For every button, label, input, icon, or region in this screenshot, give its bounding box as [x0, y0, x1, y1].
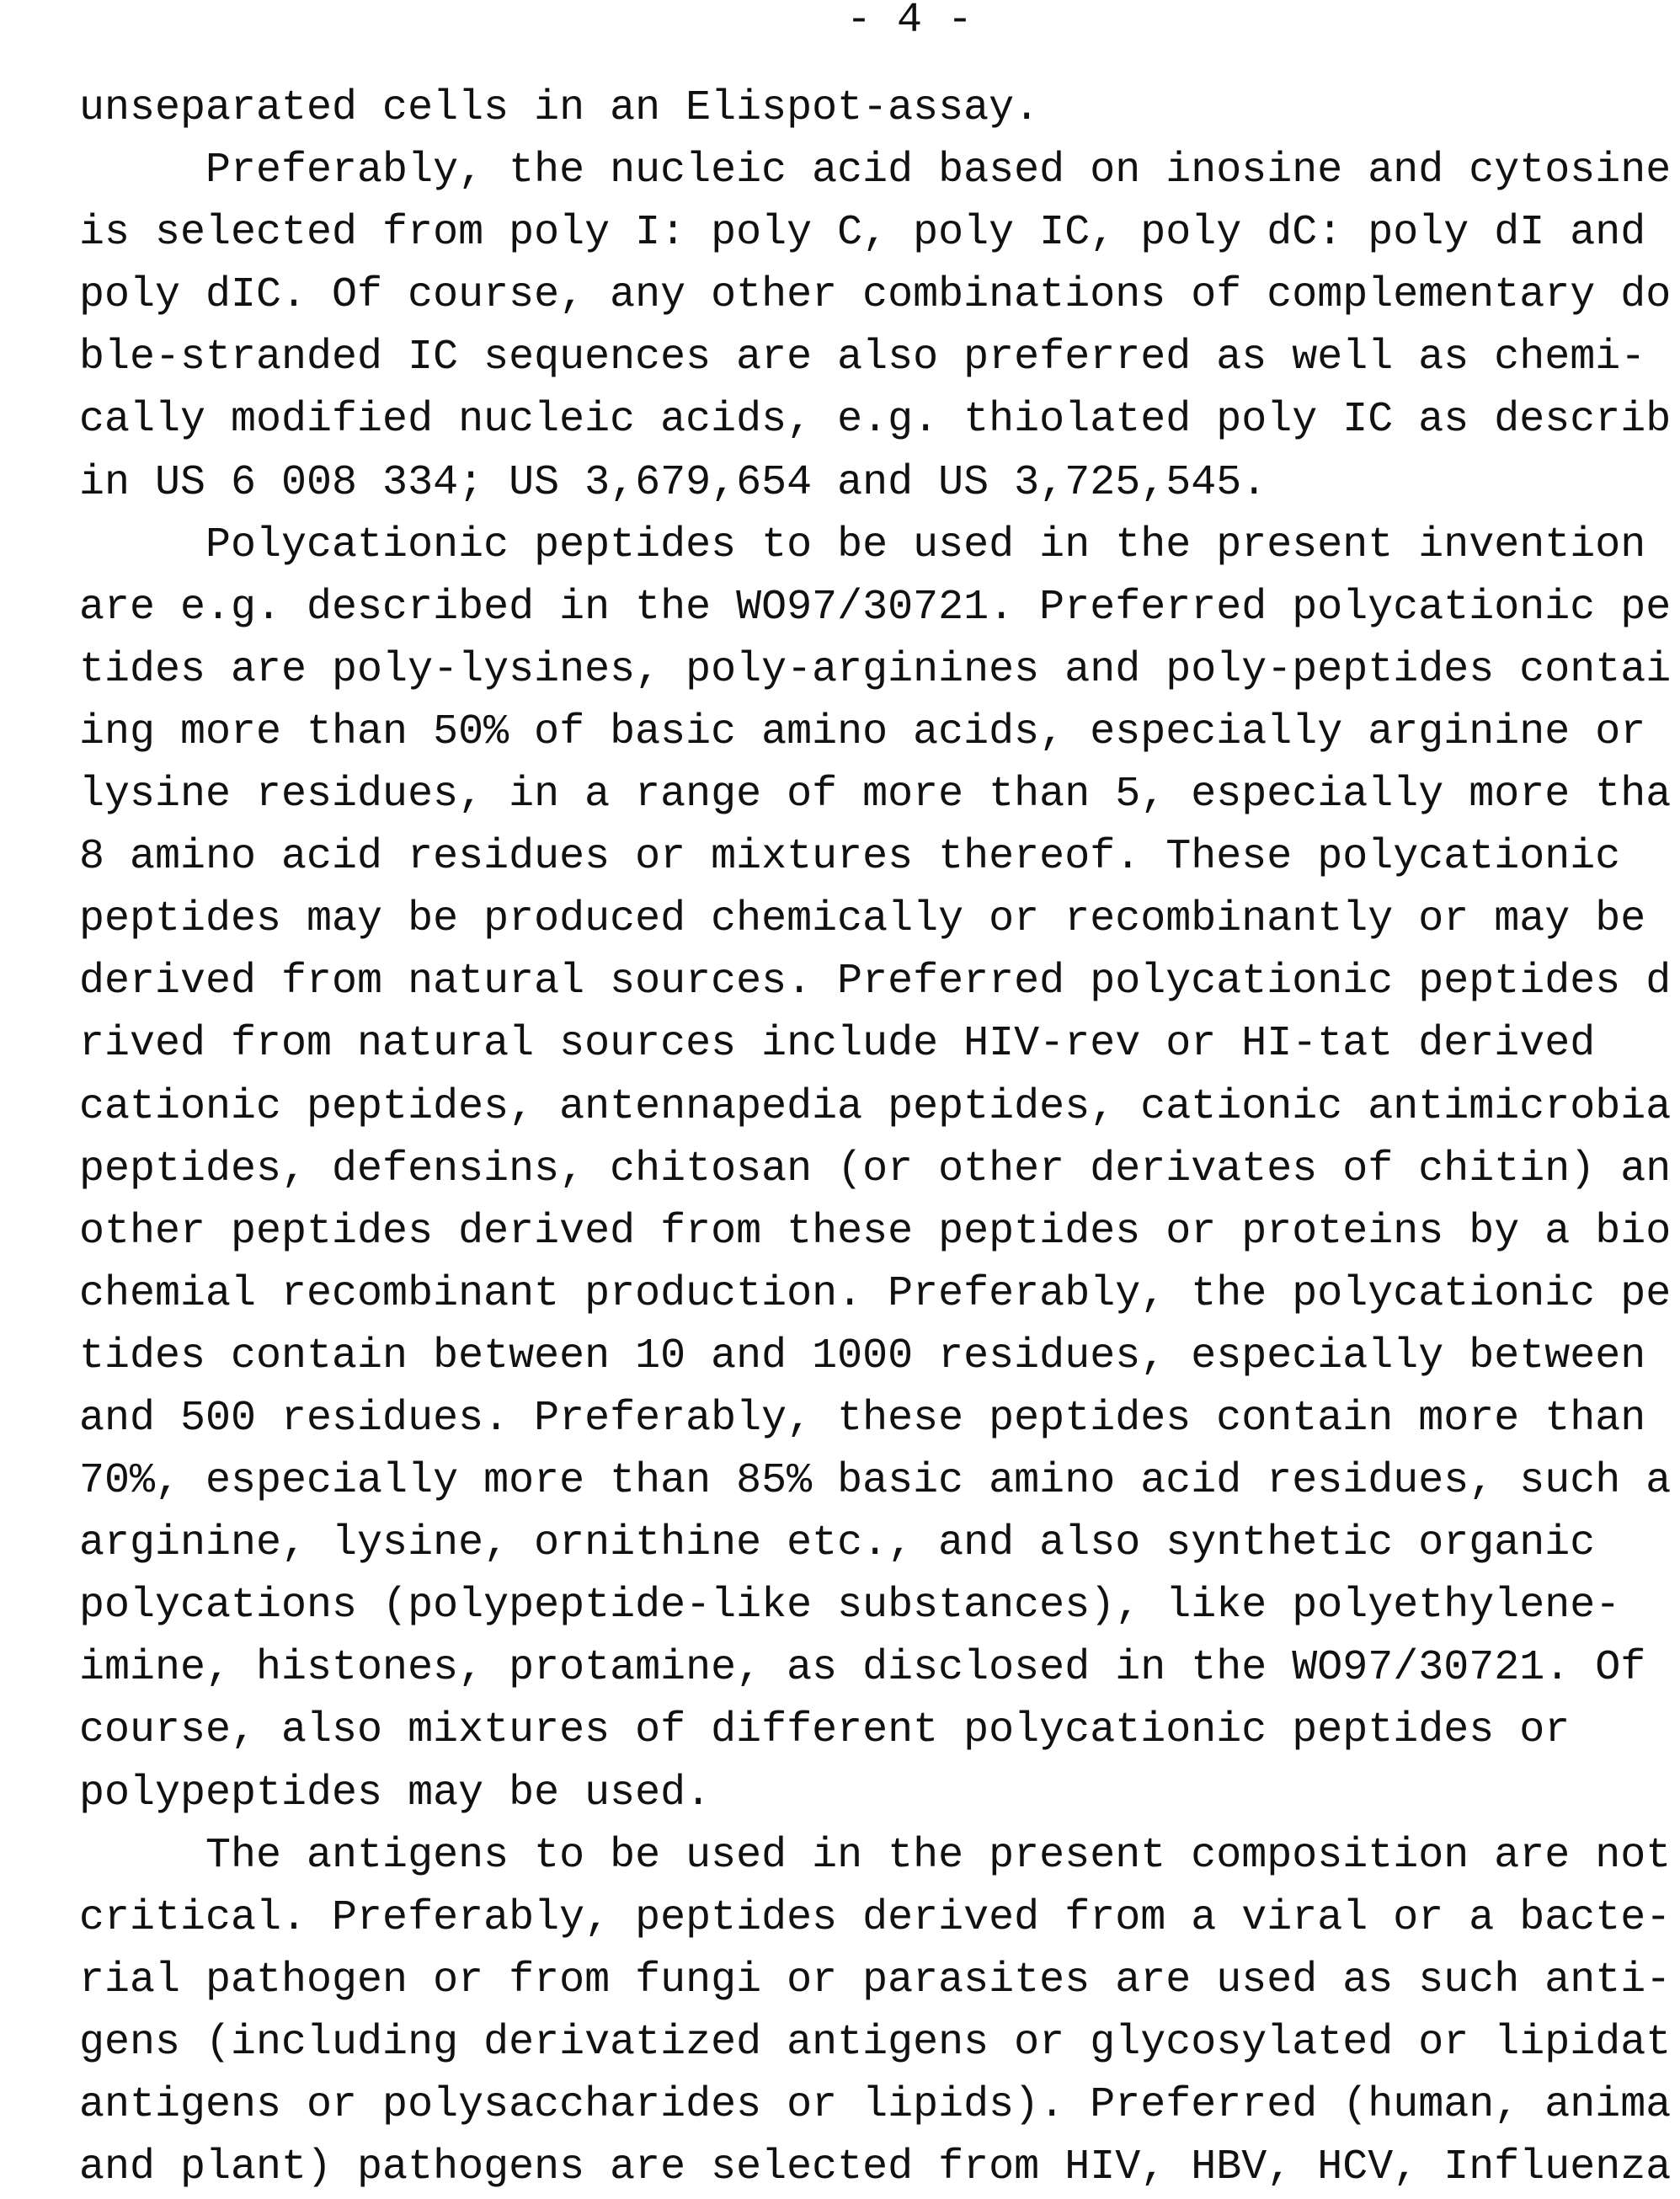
text-line: course, also mixtures of different polycationic peptides or [79, 1706, 1571, 1755]
paragraph-start-line: Polycationic peptides to be used in the present invention [79, 520, 1646, 569]
text-line: are e.g. described in the WO97/30721. Preferred polycationic pe [79, 583, 1672, 632]
text-line: critical. Preferably, peptides derived from a viral or a bacte- [79, 1893, 1672, 1942]
text-line: rial pathogen or from fungi or parasites are used as such anti- [79, 1956, 1672, 2004]
paragraph-start-line: The antigens to be used in the present composition are not [79, 1831, 1672, 1880]
text-line: tides contain between 10 and 1000 residues, especially between [79, 1332, 1646, 1380]
text-line: poly dIC. Of course, any other combinations of complementary do [79, 271, 1672, 320]
text-line: ble-stranded IC sequences are also preferred as well as chemi- [79, 334, 1646, 382]
text-line: imine, histones, protamine, as disclosed in the WO97/30721. Of [79, 1644, 1646, 1693]
text-line: chemial recombinant production. Preferably, the polycationic pe [79, 1269, 1672, 1318]
text-line: unseparated cells in an Elispot-assay. [79, 84, 1040, 132]
text-line: cationic peptides, antennapedia peptides, cationic antimicrobia [79, 1082, 1672, 1131]
text-line: gens (including derivatized antigens or glycosylated or lipidat [79, 2018, 1672, 2067]
text-line: 8 amino acid residues or mixtures thereof. These polycationic [79, 833, 1621, 882]
paragraph-start-line: Preferably, the nucleic acid based on inosine and cytosine [79, 147, 1672, 195]
text-line: is selected from poly I: poly C, poly IC, poly dC: poly dI and [79, 209, 1646, 258]
text-line: and 500 residues. Preferably, these peptides contain more than [79, 1394, 1646, 1443]
text-line: derived from natural sources. Preferred polycationic peptides d [79, 958, 1672, 1006]
text-line: peptides, defensins, chitosan (or other derivates of chitin) an [79, 1145, 1672, 1193]
text-line: ing more than 50% of basic amino acids, especially arginine or [79, 707, 1646, 756]
text-line: lysine residues, in a range of more than 5, especially more tha [79, 771, 1672, 819]
text-line: tides are poly-lysines, poly-arginines and poly-peptides contai [79, 645, 1672, 694]
text-line: polycations (polypeptide-like substances), like polyethylene- [79, 1582, 1621, 1631]
text-line: polypeptides may be used. [79, 1769, 712, 1817]
text-line: arginine, lysine, ornithine etc., and also synthetic organic [79, 1519, 1596, 1568]
text-line: rived from natural sources include HIV-rev or HI-tat derived [79, 1020, 1596, 1069]
text-line: and plant) pathogens are selected from HIV, HBV, HCV, Influenza [79, 2143, 1672, 2192]
text-line: other peptides derived from these peptides or proteins by a bio [79, 1207, 1672, 1256]
document-body [79, 77, 1680, 2199]
text-line: in US 6 008 334; US 3,679,654 and US 3,725,545. [79, 458, 1267, 507]
text-line: antigens or polysaccharides or lipids). Preferred (human, anima [79, 2081, 1672, 2129]
page-number: - 4 - [846, 0, 973, 45]
text-line: cally modified nucleic acids, e.g. thiolated poly IC as describ [79, 396, 1672, 445]
text-line: peptides may be produced chemically or recombinantly or may be [79, 895, 1646, 944]
text-line: 70%, especially more than 85% basic amino acid residues, such a [79, 1457, 1672, 1506]
